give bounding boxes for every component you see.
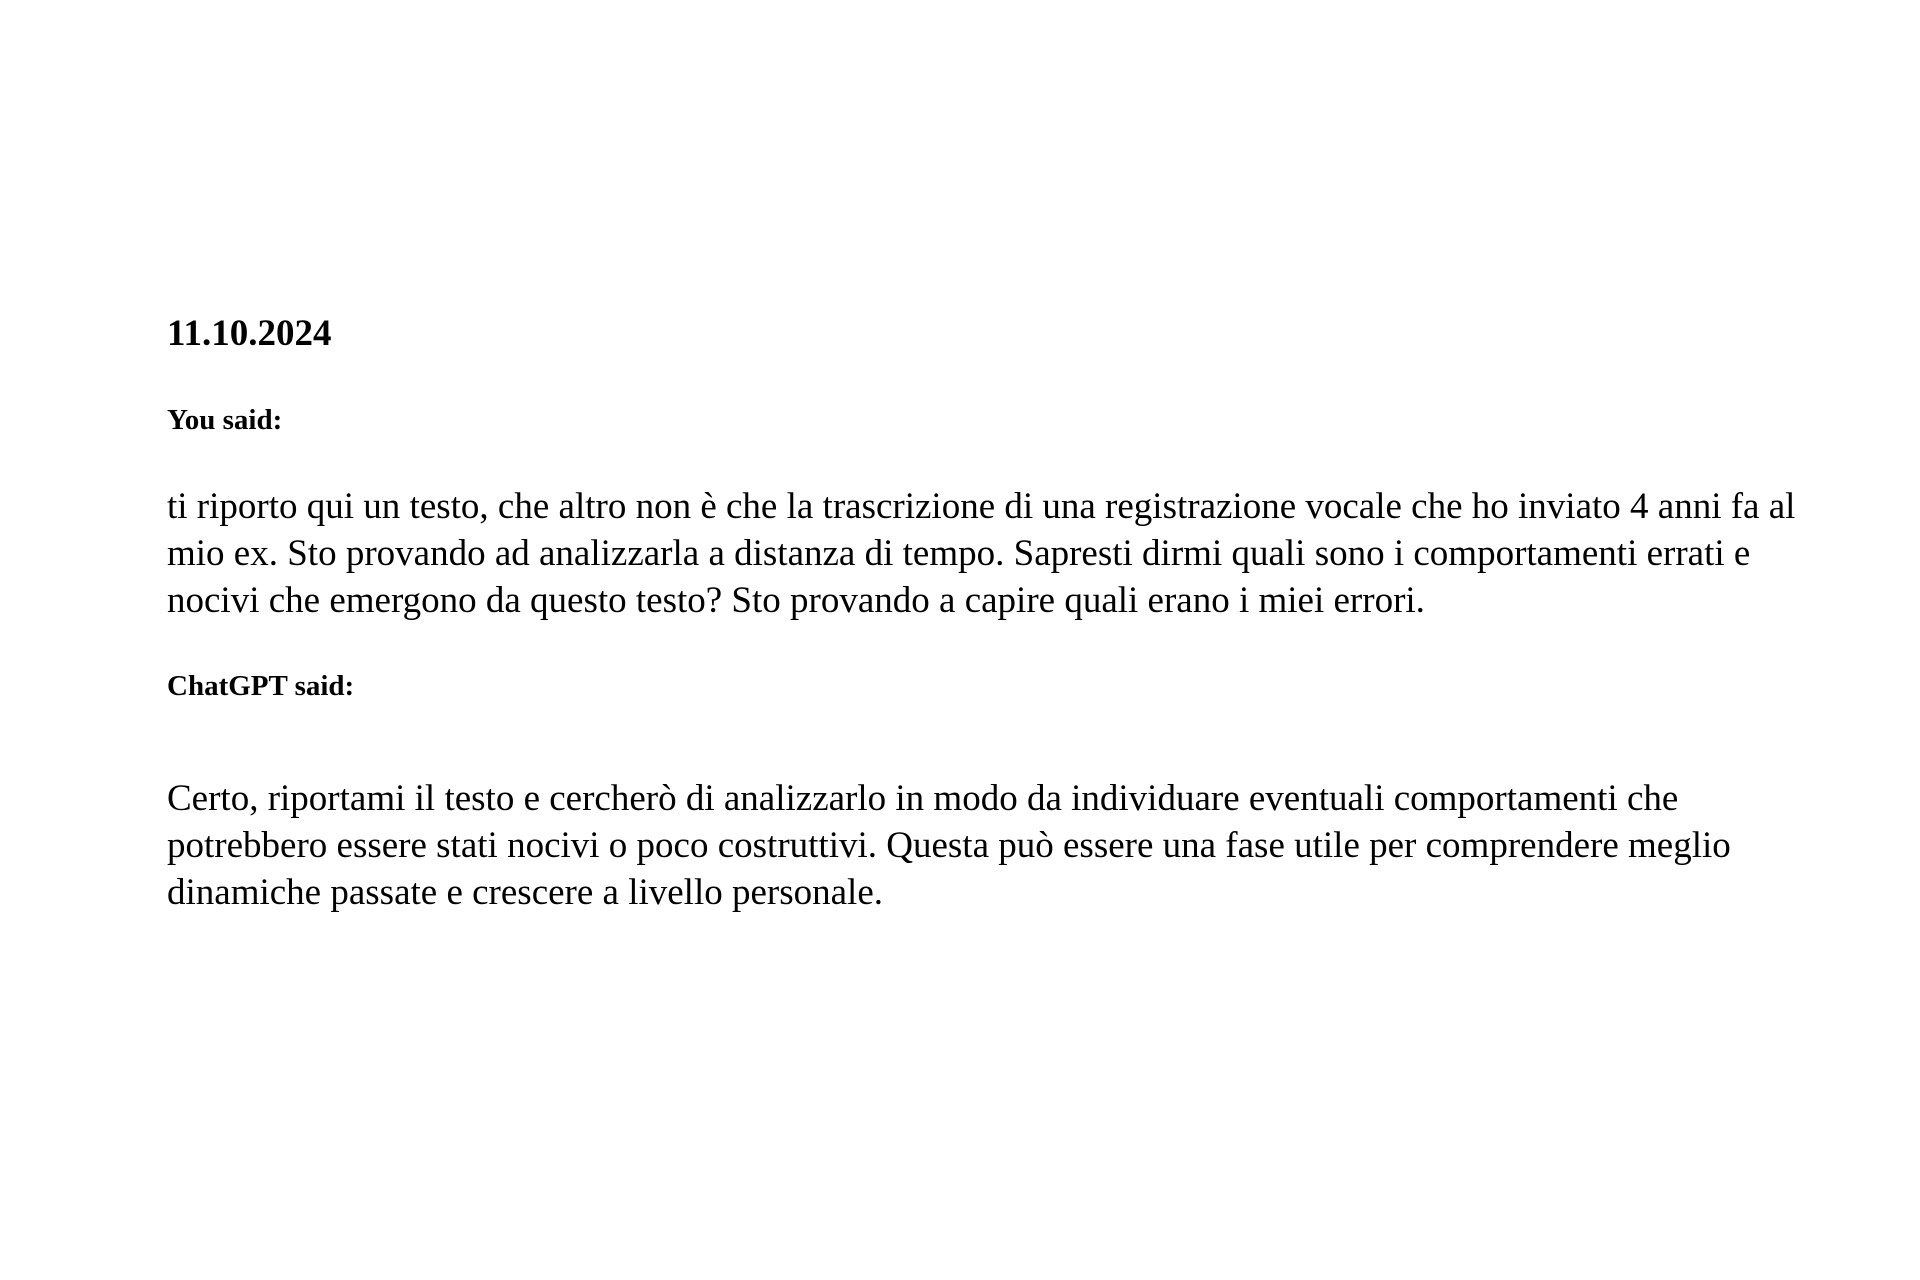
conversation-date: 11.10.2024 [167, 313, 332, 354]
conversation-document [167, 312, 1817, 916]
user-message-text: ti riporto qui un testo, che altro non è che la trascrizione di una registrazione vocale che ho inviato 4 anni fa al mio ex. Sto provando ad analizzarla a distanza di tempo. Sapresti dirmi quali sono i comportamenti errati e nocivi che emergono da questo testo? Sto provando a capire quali erano i miei errori. [167, 486, 1796, 621]
assistant-message-block [167, 668, 1817, 916]
assistant-speaker-label: ChatGPT said: [167, 670, 355, 702]
user-message-block [167, 402, 1817, 624]
assistant-message-text: Certo, riportami il testo e cercherò di analizzarlo in modo da individuare eventuali comportamenti che potrebbero essere stati nocivi o poco costruttivi. Questa può essere una fase utile per comprendere meglio dinamiche passate e crescere a livello personale. [167, 778, 1731, 913]
user-speaker-label: You said: [167, 404, 283, 436]
